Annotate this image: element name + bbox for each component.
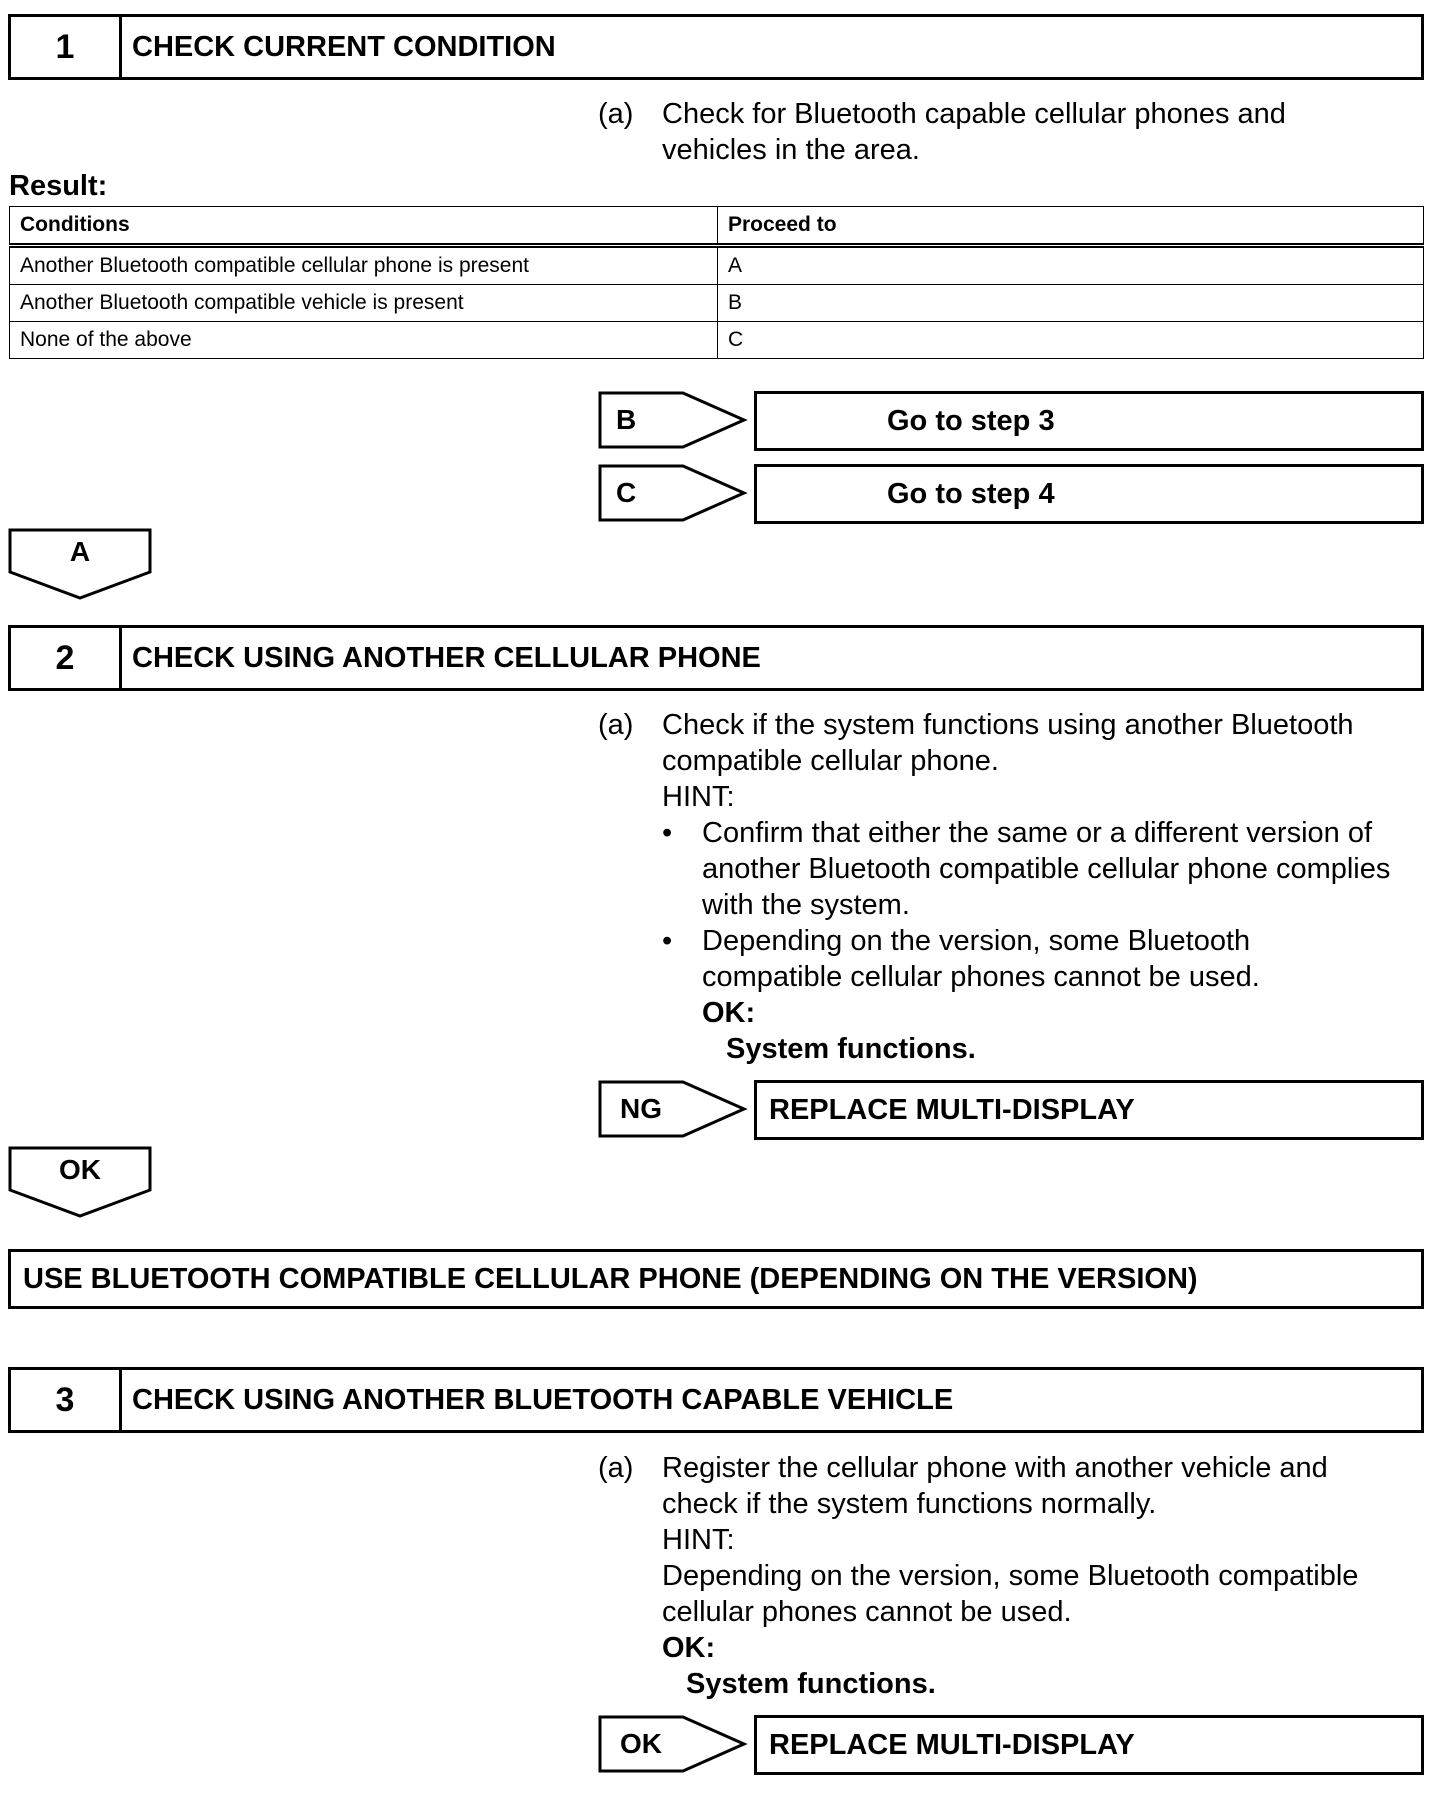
step-3-instruction [662, 1450, 1442, 1702]
step-title: CHECK CURRENT CONDITION [132, 30, 556, 63]
step-3-header [8, 1367, 1424, 1433]
step-title: CHECK USING ANOTHER CELLULAR PHONE [132, 641, 761, 674]
column-header: Conditions [10, 207, 718, 246]
ok-label: OK: [662, 1632, 716, 1664]
table-cell: C [718, 322, 1424, 359]
text-line: compatible cellular phones cannot be used. [702, 961, 1260, 993]
continue-tag-a [8, 528, 152, 600]
item-label: (a) [598, 1452, 634, 1484]
bullet-icon: • [662, 817, 673, 849]
table-cell: A [718, 246, 1424, 285]
table-row [10, 322, 1424, 359]
branch-tag-c [598, 464, 748, 522]
table-cell: B [718, 285, 1424, 322]
hint-bullet [662, 923, 1442, 1067]
column-header: Proceed to [718, 207, 1424, 246]
hint-label: HINT: [662, 1524, 735, 1556]
action-box: USE BLUETOOTH COMPATIBLE CELLULAR PHONE (DEPENDING ON THE VERSION) [8, 1249, 1424, 1309]
text-line: Check for Bluetooth capable cellular phones and [662, 98, 1286, 130]
step-number: 2 [11, 628, 122, 688]
text-line: cellular phones cannot be used. [662, 1596, 1072, 1628]
text-line: Depending on the version, some Bluetooth compatible [662, 1560, 1359, 1592]
text-line: Register the cellular phone with another vehicle and [662, 1452, 1328, 1484]
branch-tag-label: NG [620, 1093, 662, 1124]
branch-result-box: Go to step 3 [754, 391, 1424, 451]
item-label: (a) [598, 709, 634, 741]
step-title: CHECK USING ANOTHER BLUETOOTH CAPABLE VEHICLE [132, 1383, 954, 1416]
result-label: Result: [9, 170, 108, 202]
step-2-header [8, 625, 1424, 691]
bullet-icon: • [662, 925, 673, 957]
branch-tag-label: OK [620, 1728, 662, 1759]
step-2-instruction [662, 707, 1442, 1067]
branch-tag-label: B [616, 404, 637, 435]
branch-result-box: REPLACE MULTI-DISPLAY [754, 1080, 1424, 1140]
table-cell: Another Bluetooth compatible cellular phone is present [10, 246, 718, 285]
text-line: compatible cellular phone. [662, 745, 999, 777]
table-row [10, 285, 1424, 322]
text-line: with the system. [702, 889, 910, 921]
step-1-instruction [662, 96, 1286, 168]
result-table [9, 206, 1424, 359]
branch-tag-ok [598, 1715, 748, 1773]
text-line: vehicles in the area. [662, 134, 920, 166]
hint-label: HINT: [662, 781, 735, 813]
ok-label: OK: [702, 997, 756, 1029]
text-line: Check if the system functions using another Bluetooth [662, 709, 1354, 741]
table-cell: None of the above [10, 322, 718, 359]
branch-tag-b [598, 391, 748, 449]
branch-tag-ng [598, 1080, 748, 1138]
step-number: 3 [11, 1370, 122, 1430]
branch-tag-label: C [616, 477, 637, 508]
text-line: Confirm that either the same or a different version of [702, 817, 1373, 849]
ok-criteria: System functions. [726, 1033, 976, 1065]
ok-criteria: System functions. [686, 1668, 936, 1700]
hint-bullet [662, 815, 1442, 923]
text-line: another Bluetooth compatible cellular phone complies [702, 853, 1391, 885]
text-line: Depending on the version, some Bluetooth [702, 925, 1251, 957]
step-1-header [8, 14, 1424, 80]
text-line: check if the system functions normally. [662, 1488, 1157, 1520]
branch-result-box: Go to step 4 [754, 464, 1424, 524]
branch-result-box: REPLACE MULTI-DISPLAY [754, 1715, 1424, 1775]
continue-tag-label: A [69, 536, 91, 567]
table-header-row [10, 207, 1424, 246]
step-number: 1 [11, 17, 122, 77]
table-cell: Another Bluetooth compatible vehicle is present [10, 285, 718, 322]
item-label: (a) [598, 98, 634, 130]
continue-tag-ok [8, 1146, 152, 1218]
continue-tag-label: OK [59, 1154, 101, 1185]
table-row [10, 246, 1424, 285]
